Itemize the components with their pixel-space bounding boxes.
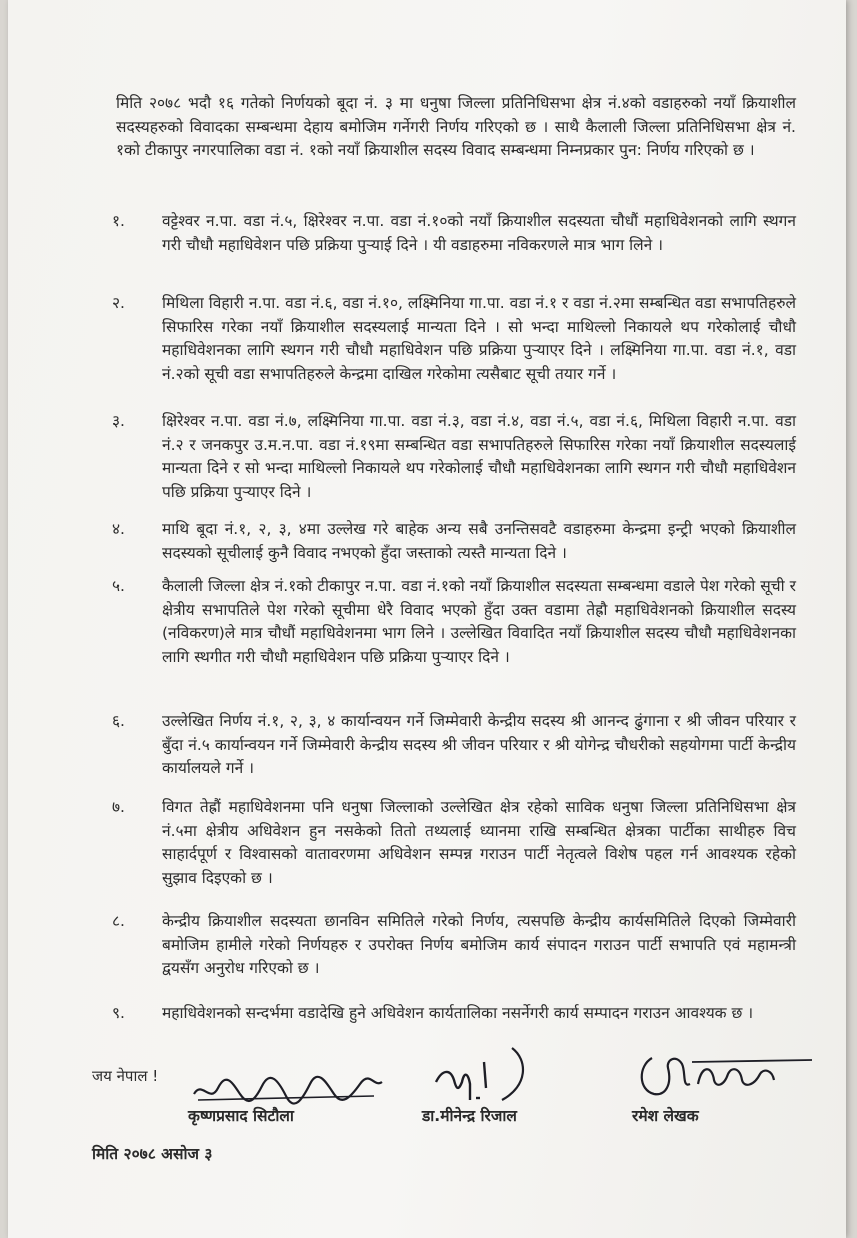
item-number: ८. bbox=[112, 912, 125, 930]
decision-item-8 bbox=[112, 910, 796, 981]
item-text: वट्टेश्वर न.पा. वडा नं.५, क्षिरेश्वर न.पा. वडा नं.१०को नयाँ क्रियाशील सदस्यता चौधौं महाधिवेशनको लागि स्थगन गरी चौधौ महाधिवेशन पछि प्रक्रिया पुर्‍याई दिने । यी वडाहरुमा नविकरणले मात्र भाग लिने । bbox=[162, 212, 796, 254]
item-number: ७. bbox=[112, 798, 125, 816]
signatory-1 bbox=[188, 1104, 294, 1126]
item-number: २. bbox=[112, 294, 125, 312]
item-number: ५. bbox=[112, 577, 125, 595]
item-number: ४. bbox=[112, 520, 125, 538]
decision-item-2 bbox=[112, 292, 796, 386]
item-text: विगत तेह्रौं महाधिवेशनमा पनि धनुषा जिल्लाको उल्लेखित क्षेत्र रहेको साविक धनुषा जिल्ला प्रतिनिधिसभा क्षेत्र नं.५मा क्षेत्रीय अधिवेशन हुन नसकेको तितो तथ्यलाई ध्यानमा राखि सम्बन्धित क्षेत्रका पार्टीका साथीहरु विच साहार्दपूर्ण र विश्वासको वातावरणमा अधिवेशन सम्पन्न गराउन पार्टी नेतृत्वले विशेष पहल गर्न आवश्यक रहेको सुझाव दिइएको छ । bbox=[162, 798, 796, 887]
decision-item-6 bbox=[112, 710, 796, 781]
handwritten-signature-1 bbox=[188, 1074, 388, 1108]
document-page bbox=[8, 0, 846, 1238]
document-date: मिति २०७८ असोज ३ bbox=[92, 1145, 213, 1163]
decision-item-3 bbox=[112, 410, 796, 504]
decision-item-1 bbox=[112, 210, 796, 257]
signatory-3 bbox=[632, 1104, 699, 1126]
decision-item-7 bbox=[112, 796, 796, 890]
item-text: माथि बूदा नं.१, २, ३, ४मा उल्लेख गरे बाहेक अन्य सबै उनन्तिसवटै वडाहरुमा केन्द्रमा इन्ट्री भएको क्रियाशील सदस्यको सूचीलाई कुनै विवाद नभएको हुँदा जस्ताको त्यस्तै मान्यता दिने । bbox=[162, 520, 796, 562]
decision-item-9 bbox=[112, 1002, 796, 1026]
item-text: मिथिला विहारी न.पा. वडा नं.६, वडा नं.१०, लक्ष्मिनिया गा.पा. वडा नं.१ र वडा नं.२मा सम्बन्धित वडा सभापतिहरुले सिफारिस गरेका नयाँ क्रियाशील सदस्यलाई मान्यता दिने । सो भन्दा माथिल्लो निकायले थप गरेकोलाई चौधौ महाधिवेशनका लागि स्थगन गरी चौधौ महाधिवेशन पछि प्रक्रिया पुर्‍याएर दिने । लक्ष्मिनिया गा.पा. वडा नं.१, वडा नं.२को सूची वडा सभापतिहरुले केन्द्रमा दाखिल गरेकोमा त्यसैबाट सूची तयार गर्ने । bbox=[162, 294, 796, 383]
intro-paragraph: मिति २०७८ भदौ १६ गतेको निर्णयको बूदा नं. ३ मा धनुषा जिल्ला प्रतिनिधिसभा क्षेत्र नं.४को वडाहरुको नयाँ क्रियाशील सदस्यहरुको विवादका सम्बन्धमा देहाय बमोजिम गर्नेगरी निर्णय गरिएको छ । साथै कैलाली जिल्ला प्रतिनिधिसभा क्षेत्र नं. १को टीकापुर नगरपालिका वडा नं. १को नयाँ क्रियाशील सदस्य विवाद सम्बन्धमा निम्नप्रकार पुन: निर्णय गरिएको छ । bbox=[116, 94, 796, 159]
item-text: केन्द्रीय क्रियाशील सदस्यता छानविन समितिले गरेको निर्णय, त्यसपछि केन्द्रीय कार्यसमितिले दिएको जिम्मेवारी बमोजिम हामीले गरेको निर्णयहरु र उपरोक्त निर्णय बमोजिम कार्य संपादन गराउन पार्टी सभापति एवं महामन्त्री द्वयसँग अनुरोध गरिएको छ । bbox=[162, 912, 796, 977]
item-number: १. bbox=[112, 212, 125, 230]
item-text: कैलाली जिल्ला क्षेत्र नं.१को टीकापुर न.पा. वडा नं.१को नयाँ क्रियाशील सदस्यता सम्बन्धमा वडाले पेश गरेको सूची र क्षेत्रीय सभापतिले पेश गरेको सूचीमा धेरै विवाद भएको हुँदा उक्त वडामा तेह्रौ महाधिवेशनको क्रियाशील सदस्य (नविकरण)ले मात्र चौधौं महाधिवेशनमा भाग लिने । उल्लेखित विवादित नयाँ क्रियाशील सदस्य चौधौ महाधिवेशनका लागि स्थगीत गरी चौधौ महाधिवेशन पछि प्रक्रिया पुर्‍याएर दिने । bbox=[162, 577, 796, 666]
item-text: क्षिरेश्वर न.पा. वडा नं.७, लक्ष्मिनिया गा.पा. वडा नं.३, वडा नं.४, वडा नं.५, वडा नं.६, मिथिला विहारी न.पा. वडा नं.२ र जनकपुर उ.म.न.पा. वडा नं.१९मा सम्बन्धित वडा सभापतिहरुले सिफारिस गरेका नयाँ क्रियाशील सदस्यलाई मान्यता दिने र सो भन्दा माथिल्लो निकायले थप गरेकोलाई चौधौ महाधिवेशनका लागि स्थगन गरी चौधौ महाधिवेशन पछि प्रक्रिया पुर्‍याएर दिने । bbox=[162, 412, 796, 501]
handwritten-signature-3 bbox=[632, 1044, 822, 1104]
signatory-name: डा.मीनेन्द्र रिजाल bbox=[422, 1107, 517, 1125]
signatory-name: रमेश लेखक bbox=[632, 1107, 699, 1125]
item-text: उल्लेखित निर्णय नं.१, २, ३, ४ कार्यान्वयन गर्ने जिम्मेवारी केन्द्रीय सदस्य श्री आनन्द ढुंगाना र श्री जीवन परियार र बुँदा नं.५ कार्यान्वयन गर्ने जिम्मेवारी केन्द्रीय सदस्य श्री जीवन परियार र श्री योगेन्द्र चौधरीको सहयोगमा पार्टी केन्द्रीय कार्यालयले गर्ने । bbox=[162, 712, 796, 777]
signatory-name: कृष्णप्रसाद सिटौला bbox=[188, 1107, 294, 1125]
signatory-2 bbox=[422, 1104, 517, 1126]
decision-item-4 bbox=[112, 518, 796, 565]
item-text: महाधिवेशनको सन्दर्भमा वडादेखि हुने अधिवेशन कार्यतालिका नसर्नेगरी कार्य सम्पादन गराउन आवश्यक छ । bbox=[162, 1004, 754, 1022]
item-number: ३. bbox=[112, 412, 125, 430]
item-number: ६. bbox=[112, 712, 125, 730]
closing-salutation: जय नेपाल ! bbox=[92, 1067, 159, 1085]
handwritten-signature-2 bbox=[428, 1042, 538, 1106]
item-number: ९. bbox=[112, 1004, 125, 1022]
decision-item-5 bbox=[112, 575, 796, 669]
